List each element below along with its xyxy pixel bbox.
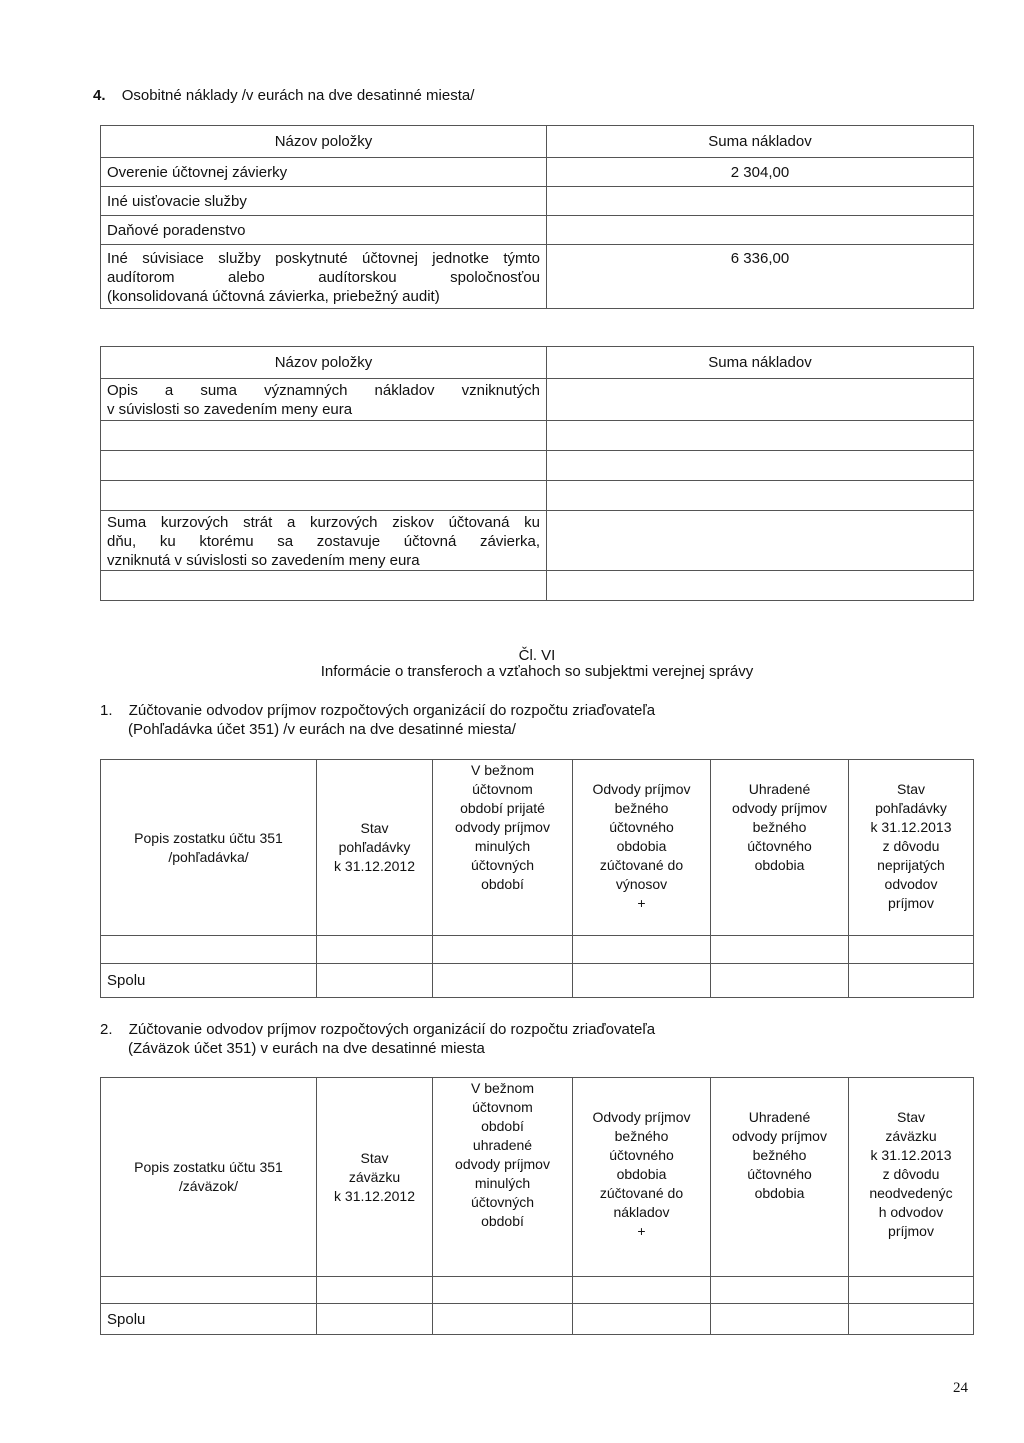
total-row: [101, 964, 974, 998]
total-label: Spolu: [101, 964, 317, 998]
section-2-number: 2.: [100, 1021, 113, 1038]
section-4-title: Osobitné náklady /v eurách na dve desatinné miesta/: [121, 87, 475, 104]
section-2-heading-line2: (Záväzok účet 351) v eurách na dve desatinné miesta: [128, 1040, 485, 1057]
header-cost-sum: Suma nákladov: [547, 347, 974, 379]
table-row: [101, 216, 974, 245]
table-row: [101, 379, 974, 421]
header-paid-current: Uhradené odvody príjmov bežného účtovného obdobia: [711, 1078, 849, 1277]
table-row: [101, 481, 974, 511]
header-cost-sum: Suma nákladov: [547, 126, 974, 158]
total-label: Spolu: [101, 1304, 317, 1335]
article-label: Čl. VI: [518, 647, 556, 664]
table-row: [101, 158, 974, 187]
header-received-prior: V bežnom účtovnom období prijaté odvody príjmov minulých účtovných období: [433, 760, 573, 936]
header-item-name: Názov položky: [101, 126, 547, 158]
section-1-heading: 1. Zúčtovanie odvodov príjmov rozpočtových organizácií do rozpočtu zriaďovateľa: [100, 702, 656, 719]
receivable-table: [100, 759, 974, 998]
section-1-heading-line2: (Pohľadávka účet 351) /v eurách na dve desatinné miesta/: [128, 721, 516, 738]
table-row: [101, 571, 974, 601]
row-value: [547, 187, 974, 216]
section-4-number: 4.: [93, 87, 106, 104]
article-heading: [0, 647, 1024, 664]
special-costs-table: [100, 125, 974, 309]
header-balance-2012: Stav záväzku k 31.12.2012: [317, 1078, 433, 1277]
header-balance-2013: Stav záväzku k 31.12.2013 z dôvodu neodvedenýc h odvodov príjmov: [849, 1078, 974, 1277]
header-settled-costs: Odvody príjmov bežného účtovného obdobia zúčtované do nákladov +: [573, 1078, 711, 1277]
table-row: [101, 451, 974, 481]
table-row: [101, 1277, 974, 1304]
section-4-heading: [93, 87, 474, 104]
table-row: [101, 936, 974, 964]
header-paid-current: Uhradené odvody príjmov bežného účtovného obdobia: [711, 760, 849, 936]
article-subtitle: Informácie o transferoch a vzťahoch so subjektmi verejnej správy: [320, 663, 754, 680]
euro-introduction-table: [100, 346, 974, 601]
table-row: [101, 421, 974, 451]
row-name: Suma kurzových strát a kurzových ziskov účtovaná ku dňu, ku ktorému sa zostavuje účtovná závierka, vzniknutá v súvislosti so zavedením meny eura: [101, 511, 547, 571]
header-settled-revenues: Odvody príjmov bežného účtovného obdobia zúčtované do výnosov +: [573, 760, 711, 936]
header-balance-2013: Stav pohľadávky k 31.12.2013 z dôvodu neprijatých odvodov príjmov: [849, 760, 974, 936]
row-name: Iné súvisiace služby poskytnuté účtovnej jednotke týmto audítorom alebo audítorskou spoločnosťou (konsolidovaná účtovná závierka, priebežný audit): [101, 245, 547, 309]
liability-table: [100, 1077, 974, 1335]
total-row: [101, 1304, 974, 1335]
header-item-name: Názov položky: [101, 347, 547, 379]
row-value: 2 304,00: [547, 158, 974, 187]
table-row: [101, 187, 974, 216]
header-description: Popis zostatku účtu 351 /pohľadávka/: [101, 760, 317, 936]
table-row: [101, 511, 974, 571]
row-name: Opis a suma významných nákladov vzniknutých v súvislosti so zavedením meny eura: [101, 379, 547, 421]
header-description: Popis zostatku účtu 351 /záväzok/: [101, 1078, 317, 1277]
header-balance-2012: Stav pohľadávky k 31.12.2012: [317, 760, 433, 936]
row-name: Iné uisťovacie služby: [101, 187, 547, 216]
table-row: [101, 245, 974, 309]
section-1-number: 1.: [100, 702, 113, 719]
row-value: [547, 216, 974, 245]
section-2-heading: 2. Zúčtovanie odvodov príjmov rozpočtových organizácií do rozpočtu zriaďovateľa: [100, 1021, 656, 1038]
page-number: 24: [953, 1380, 968, 1396]
row-name: Daňové poradenstvo: [101, 216, 547, 245]
header-paid-prior: V bežnom účtovnom období uhradené odvody príjmov minulých účtovných období: [433, 1078, 573, 1277]
row-value: 6 336,00: [547, 245, 974, 309]
row-name: Overenie účtovnej závierky: [101, 158, 547, 187]
